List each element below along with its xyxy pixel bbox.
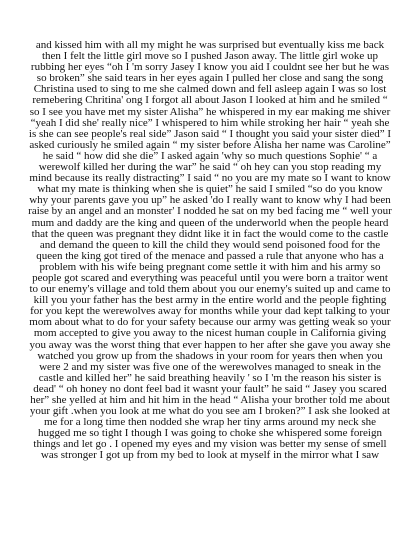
text-line: Christina used to sing to me she calmed down and fell asleep again I was so lost <box>33 84 387 96</box>
text-line: is she can see people's real side” Jason said “ I thought you said your sister died” I <box>28 128 392 140</box>
text-line: castle and killed her” he said breathing heavily ' so I 'm the reason his sister is <box>38 372 382 384</box>
text-line: then I felt the little girl move so I pushed Jason away. The little girl woke up <box>41 51 379 63</box>
text-line: hugged me so tight I though I was going to choke she whispered some foreign <box>38 428 382 440</box>
text-line: problem with his wife being pregnant come settle it with him and his army so <box>39 261 381 273</box>
text-line: for you kept the werewolves away for months while your dad kept talking to your <box>30 306 390 318</box>
text-line: me for a long time then nodded she wrap her tiny arms around my neck she <box>43 417 377 429</box>
text-line: was stronger I got up from my bed to look at myself in the mirror what I saw <box>40 450 380 462</box>
text-line: and demand the queen to kill the child they would send poisoned food for the <box>39 239 381 251</box>
text-line: he said “ how did she die” I asked again 'why so much questions Sophie' “ a <box>42 150 378 162</box>
text-line: queen the king got tired of the menace and passed a rule that anyone who has a <box>36 250 384 262</box>
text-line: “yeah I did she' really nice” I whispered to him while stroking her hair “ yeah she <box>30 117 390 129</box>
text-line: raise by an angel and an monster' I nodded he sat on my bed facing me “ well your <box>28 206 392 218</box>
text-line: dead' “ oh honey no dont feel bad it wasnt your fault” he said “ Jasey you scared <box>33 383 387 395</box>
text-line: why your parents gave you up” he asked 'do I really want to know why I had been <box>29 195 391 207</box>
text-line: were 2 and my sister was five one of the werewolves managed to sneak in the <box>39 361 381 373</box>
text-line: mom about what to do for your safety because our army was getting weak so your <box>29 317 391 329</box>
text-line: to our enemy's village and told them about you our enemy's suited up and came to <box>29 284 391 296</box>
text-line: people got scared and everything was peaceful until you were born a traitor went <box>32 272 388 284</box>
text-line: remebering Chritina' ong I forgot all about Jason I looked at him and he smiled “ <box>32 95 388 107</box>
body-text <box>28 40 392 462</box>
text-line: your gift .when you look at me what do you see am I broken?” I ask she looked at <box>29 406 391 418</box>
text-line: things and let go . I opened my eyes and my vision was better my sense of smell <box>33 439 387 451</box>
text-line: werewolf killed her during the war” he said “ oh hey can you stop reading my <box>38 162 382 174</box>
text-line: watched you grow up from the shadows in your room for years then when you <box>37 350 383 362</box>
text-line: so I see you have met my sister Alisha” he whispered in my ear making me shiver <box>29 106 391 118</box>
text-line: you away was the worst thing that ever happen to her after she gave you away she <box>29 339 391 351</box>
text-line: that the queen was pregnant they didnt like it in fact the would come to the castle <box>31 228 389 240</box>
text-line: kill you your father has the best army in the entire world and the people fighting <box>33 295 387 307</box>
text-line: mum and daddy are the king and queen of the underworld when the people heard <box>31 217 389 229</box>
text-line: so broken” she said tears in her eyes again I pulled her close and sang the song <box>36 73 384 85</box>
text-line: mom accepted to give you away to the nicest human couple in California giving <box>33 328 387 340</box>
text-line: what my mate is thinking when she is quiet” he said I smiled “so do you know <box>37 184 383 196</box>
text-line: mind because its really distracting” I said “ no you are my mate so I want to know <box>29 173 391 185</box>
text-line: asked curiously he smiled again “ my sister before Alisha her name was Caroline” <box>29 139 391 151</box>
text-line: her” she yelled at him and hit him in the head “ Alisha your brother told me about <box>30 395 390 406</box>
text-line: rubbing her eyes “oh I 'm sorry Jasey I know you aid I couldnt see her but he was <box>30 62 390 74</box>
text-line: and kissed him with all my might he was surprised but eventually kiss me back <box>35 40 385 51</box>
